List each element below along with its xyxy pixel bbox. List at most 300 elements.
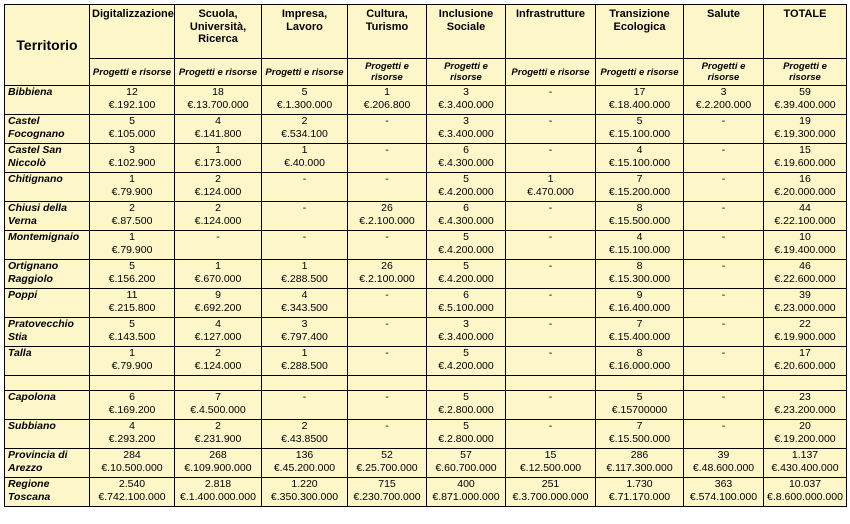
project-count: 22 (799, 318, 811, 330)
pnrr-projects-table (4, 4, 847, 507)
resource-amount: €.102.900 (108, 156, 156, 169)
table-cell (90, 420, 175, 449)
project-count: 1.220 (291, 478, 318, 490)
project-count: 715 (378, 478, 396, 490)
table-cell (427, 391, 506, 420)
table-cell (90, 115, 175, 144)
project-count: 6 (463, 202, 469, 214)
table-cell (262, 202, 348, 231)
project-count: 2 (129, 202, 135, 214)
project-count: 6 (463, 289, 469, 301)
table-cell (506, 376, 596, 391)
project-count: 57 (460, 449, 472, 461)
table-cell (427, 347, 506, 376)
table-cell (506, 260, 596, 289)
resource-amount: €.15.200.000 (608, 185, 671, 198)
project-count: - (721, 115, 726, 127)
table-cell (596, 144, 684, 173)
resource-amount: €.4.200.000 (438, 243, 494, 256)
resource-amount: €.87.500 (111, 214, 153, 227)
resource-amount: €.231.900 (194, 432, 242, 445)
resource-amount: €.117.300.000 (606, 461, 673, 474)
table-cell (175, 144, 262, 173)
table-row (5, 478, 847, 507)
table-cell (764, 231, 847, 260)
project-count: 10 (799, 231, 811, 243)
table-cell (764, 347, 847, 376)
table-cell (506, 449, 596, 478)
table-cell (684, 347, 764, 376)
table-cell (175, 86, 262, 115)
table-cell (684, 202, 764, 231)
project-count: 12 (126, 86, 138, 98)
table-cell (684, 318, 764, 347)
subheader: Progetti e risorse (506, 59, 596, 86)
resource-amount: €.23.000.000 (774, 301, 836, 314)
table-cell (596, 347, 684, 376)
project-count: 4 (636, 231, 643, 243)
project-count: 2 (215, 173, 221, 185)
resource-amount: €.19.900.000 (774, 330, 836, 343)
table-row (5, 115, 847, 144)
project-count: 5 (463, 347, 469, 359)
resource-amount: €.109.900.000 (184, 461, 252, 474)
project-count: - (385, 318, 389, 330)
table-cell (427, 144, 506, 173)
project-count: - (548, 86, 553, 98)
table-row (5, 318, 847, 347)
subheader-row (5, 59, 847, 86)
table-cell (175, 391, 262, 420)
table-cell (596, 376, 684, 391)
table-cell (175, 289, 262, 318)
table-cell (90, 86, 175, 115)
table-cell (684, 173, 764, 202)
project-count: - (302, 173, 307, 185)
territory-name: Provincia di Arezzo (5, 449, 90, 478)
table-cell (684, 115, 764, 144)
project-count: 268 (209, 449, 227, 461)
project-count: - (548, 231, 553, 243)
table-cell (684, 260, 764, 289)
table-cell (427, 449, 506, 478)
resource-amount: €.15.300.000 (608, 272, 671, 285)
resource-amount: €.4.200.000 (438, 185, 494, 198)
project-count: 19 (799, 115, 811, 127)
table-cell (175, 420, 262, 449)
project-count: 39 (799, 289, 811, 301)
resource-amount: €.141.800 (194, 127, 242, 140)
subheader: Progetti e risorse (348, 59, 427, 86)
table-cell (90, 318, 175, 347)
project-count: - (721, 318, 726, 330)
resource-amount: €.3.400.000 (438, 330, 494, 343)
resource-amount: €.288.500 (281, 272, 328, 285)
resource-amount: €.15.100.000 (608, 243, 671, 256)
territory-name: Capolona (5, 391, 90, 420)
resource-amount: €.4.300.000 (438, 214, 494, 227)
table-cell (348, 202, 427, 231)
table-cell (596, 86, 684, 115)
table-cell (90, 202, 175, 231)
table-cell (506, 318, 596, 347)
resource-amount: €.288.500 (281, 359, 328, 372)
col-header: Inclusione Sociale (427, 5, 506, 59)
resource-amount: €.1.300.000 (276, 98, 333, 111)
table-cell (90, 449, 175, 478)
table-row (5, 376, 847, 391)
project-count: 18 (212, 86, 224, 98)
table-cell (764, 478, 847, 507)
table-cell (506, 115, 596, 144)
project-count: 7 (215, 391, 221, 403)
resource-amount: €.350.300.000 (270, 490, 339, 503)
table-cell (427, 115, 506, 144)
territory-name: Bibbiena (5, 86, 90, 115)
project-count: 1 (129, 173, 135, 185)
project-count: 1 (215, 144, 221, 156)
resource-amount: €.143.500 (108, 330, 156, 343)
table-cell (348, 86, 427, 115)
table-cell (506, 231, 596, 260)
project-count: 5 (129, 260, 135, 272)
subheader: Progetti e risorse (684, 59, 764, 86)
project-count: 1 (301, 347, 308, 359)
table-cell (90, 144, 175, 173)
table-cell (427, 318, 506, 347)
resource-amount: €.4.200.000 (438, 272, 494, 285)
territory-name: Montemignaio (5, 231, 90, 260)
resource-amount: €.16.400.000 (608, 301, 671, 314)
project-count: 52 (381, 449, 393, 461)
resource-amount: €.48.600.000 (692, 461, 755, 474)
project-count: - (548, 420, 553, 432)
resource-amount: €.39.400.000 (774, 98, 836, 111)
territory-name: Castel San Niccolò (5, 144, 90, 173)
header-row (5, 5, 847, 59)
resource-amount: €.2.800.000 (438, 432, 494, 445)
table-cell (175, 115, 262, 144)
resource-amount: €.692.200 (194, 301, 242, 314)
resource-amount: €.797.400 (281, 330, 328, 343)
resource-amount: €.215.800 (108, 301, 156, 314)
col-header: Transizione Ecologica (596, 5, 684, 59)
project-count: 5 (636, 115, 643, 127)
territory-name: Poppi (5, 289, 90, 318)
territory-name (5, 376, 90, 391)
table-row (5, 289, 847, 318)
table-cell (764, 202, 847, 231)
table-cell (506, 478, 596, 507)
project-count: 16 (799, 173, 811, 185)
project-count: 3 (463, 318, 469, 330)
project-count: 15 (799, 144, 811, 156)
project-count: 5 (463, 231, 469, 243)
project-count: 11 (126, 289, 138, 301)
resource-amount: €.23.200.000 (774, 403, 836, 416)
resource-amount: €.670.000 (194, 272, 242, 285)
table-cell (427, 231, 506, 260)
project-count: 5 (636, 391, 643, 403)
project-count: 17 (799, 347, 811, 359)
table-cell (175, 202, 262, 231)
table-cell (596, 391, 684, 420)
territory-name: Chiusi della Verna (5, 202, 90, 231)
resource-amount: €.79.900 (111, 359, 153, 372)
project-count: 8 (636, 260, 643, 272)
table-cell (90, 391, 175, 420)
table-cell (684, 391, 764, 420)
table-cell (262, 391, 348, 420)
project-count: - (721, 391, 726, 403)
resource-amount: €.574.100.000 (689, 490, 758, 503)
table-cell (262, 449, 348, 478)
resource-amount: €.20.000.000 (774, 185, 836, 198)
project-count: 2 (215, 347, 221, 359)
resource-amount: €.15.100.000 (608, 127, 671, 140)
resource-amount: €.3.700.000.000 (512, 490, 589, 503)
resource-amount: €.742.100.000 (98, 490, 166, 503)
resource-amount: €.45.200.000 (273, 461, 336, 474)
table-cell (684, 449, 764, 478)
table-cell (684, 231, 764, 260)
project-count: 1 (547, 173, 554, 185)
project-count: 9 (636, 289, 643, 301)
table-cell (506, 86, 596, 115)
resource-amount: €.22.600.000 (774, 272, 836, 285)
resource-amount: €.19.200.000 (774, 432, 836, 445)
table-cell (596, 202, 684, 231)
project-count: 5 (463, 420, 469, 432)
project-count: 251 (541, 478, 560, 490)
project-count: 4 (129, 420, 135, 432)
subheader: Progetti e risorse (262, 59, 348, 86)
table-cell (175, 173, 262, 202)
table-row (5, 420, 847, 449)
project-count: 15 (544, 449, 557, 461)
project-count: 400 (457, 478, 475, 490)
project-count: 1.730 (626, 478, 653, 490)
project-count: 7 (636, 420, 643, 432)
project-count: - (721, 202, 726, 214)
table-cell (262, 420, 348, 449)
resource-amount: €.2.200.000 (695, 98, 752, 111)
project-count: - (548, 318, 553, 330)
project-count: 8 (636, 347, 643, 359)
project-count: 4 (215, 115, 221, 127)
project-count: 363 (714, 478, 733, 490)
resource-amount: €.12.500.000 (519, 461, 582, 474)
table-cell (506, 144, 596, 173)
table-cell (348, 391, 427, 420)
project-count: 5 (129, 318, 135, 330)
resource-amount: €.2.100.000 (359, 272, 415, 285)
project-count: 4 (301, 289, 308, 301)
table-cell (90, 347, 175, 376)
project-count: - (548, 202, 553, 214)
table-cell (506, 347, 596, 376)
table-cell (348, 231, 427, 260)
table-cell (764, 260, 847, 289)
project-count: 1 (301, 144, 308, 156)
table-cell (90, 173, 175, 202)
resource-amount: €.15700000 (611, 403, 668, 416)
resource-amount: €.124.000 (194, 359, 242, 372)
project-count: - (302, 202, 307, 214)
resource-amount: €.15.500.000 (608, 432, 671, 445)
project-count: 3 (129, 144, 135, 156)
table-cell (764, 449, 847, 478)
table-cell (175, 231, 262, 260)
table-cell (90, 289, 175, 318)
project-count: 26 (381, 260, 393, 272)
table-cell (596, 173, 684, 202)
resource-amount: €.206.800 (363, 98, 411, 111)
col-header: Scuola, Università, Ricerca (175, 5, 262, 59)
resource-amount: €.293.200 (108, 432, 156, 445)
resource-amount: €.79.900 (111, 243, 153, 256)
project-count: 5 (463, 173, 469, 185)
resource-amount: €.4.500.000 (190, 403, 246, 416)
project-count: - (721, 347, 726, 359)
table-cell (684, 289, 764, 318)
table-cell (764, 144, 847, 173)
project-count: 1 (129, 347, 135, 359)
table-cell (348, 347, 427, 376)
table-cell (427, 260, 506, 289)
resource-amount: €.18.400.000 (608, 98, 671, 111)
project-count: 46 (799, 260, 811, 272)
project-count: - (548, 115, 553, 127)
project-count: - (385, 347, 389, 359)
project-count: 2 (301, 115, 308, 127)
project-count: 284 (123, 449, 141, 461)
project-count: - (548, 144, 553, 156)
project-count: 2 (215, 420, 221, 432)
table-cell (506, 202, 596, 231)
project-count: 1 (129, 231, 135, 243)
resource-amount: €.105.000 (108, 127, 156, 140)
table-cell (262, 231, 348, 260)
subheader: Progetti e risorse (764, 59, 847, 86)
table-cell (764, 86, 847, 115)
territory-name: Ortignano Raggiolo (5, 260, 90, 289)
territory-name: Regione Toscana (5, 478, 90, 507)
project-count: 4 (215, 318, 221, 330)
table-cell (684, 478, 764, 507)
project-count: 5 (463, 260, 469, 272)
project-count: - (548, 347, 553, 359)
resource-amount: €.16.000.000 (608, 359, 671, 372)
table-cell (90, 376, 175, 391)
resource-amount: €.3.400.000 (438, 127, 494, 140)
subheader: Progetti e risorse (427, 59, 506, 86)
table-cell (764, 173, 847, 202)
project-count: 23 (799, 391, 811, 403)
project-count: 7 (636, 173, 643, 185)
table-cell (684, 86, 764, 115)
resource-amount: €.169.200 (108, 403, 156, 416)
project-count: - (721, 420, 726, 432)
project-count: 3 (301, 318, 308, 330)
project-count: 4 (636, 144, 643, 156)
project-count: - (721, 144, 726, 156)
table-cell (764, 420, 847, 449)
table-cell (348, 478, 427, 507)
table-row (5, 260, 847, 289)
resource-amount: €.871.000.000 (432, 490, 500, 503)
table-row (5, 449, 847, 478)
resource-amount: €.20.600.000 (774, 359, 836, 372)
table-cell (175, 318, 262, 347)
resource-amount: €.25.700.000 (356, 461, 418, 474)
project-count: 3 (463, 86, 469, 98)
table-cell (427, 420, 506, 449)
project-count: - (385, 391, 389, 403)
resource-amount: €.15.500.000 (608, 214, 671, 227)
resource-amount: €.13.700.000 (187, 98, 249, 111)
project-count: 5 (301, 86, 308, 98)
col-header: TOTALE (764, 5, 847, 59)
table-cell (348, 144, 427, 173)
project-count: 7 (636, 318, 643, 330)
resource-amount: €.173.000 (194, 156, 242, 169)
table-row (5, 391, 847, 420)
resource-amount: €.534.100 (281, 127, 328, 140)
project-count: - (385, 231, 389, 243)
territory-name: Chitignano (5, 173, 90, 202)
project-count: - (385, 173, 389, 185)
table-cell (348, 289, 427, 318)
table-cell (348, 173, 427, 202)
table-cell (764, 115, 847, 144)
table-cell (596, 420, 684, 449)
table-row (5, 347, 847, 376)
project-count: 2 (215, 202, 221, 214)
table-cell (427, 173, 506, 202)
project-count: 1 (215, 260, 221, 272)
territory-name: Pratovecchio Stia (5, 318, 90, 347)
subheader: Progetti e risorse (596, 59, 684, 86)
resource-amount: €.156.200 (108, 272, 156, 285)
table-cell (596, 115, 684, 144)
table-cell (764, 318, 847, 347)
project-count: 44 (799, 202, 811, 214)
resource-amount: €.79.900 (111, 185, 153, 198)
resource-amount: €.43.8500 (281, 432, 328, 445)
table-cell (262, 347, 348, 376)
resource-amount: €.127.000 (194, 330, 242, 343)
project-count: 39 (717, 449, 730, 461)
resource-amount: €.230.700.000 (353, 490, 421, 503)
table-row (5, 202, 847, 231)
project-count: 1 (384, 86, 390, 98)
table-cell (348, 376, 427, 391)
project-count: - (721, 289, 726, 301)
table-cell (764, 376, 847, 391)
resource-amount: €.8.600.000.000 (767, 490, 843, 503)
resource-amount: €.3.400.000 (438, 98, 494, 111)
table-cell (764, 289, 847, 318)
table-cell (506, 173, 596, 202)
resource-amount: €.5.100.000 (438, 301, 494, 314)
project-count: - (302, 231, 307, 243)
project-count: 2 (301, 420, 308, 432)
table-cell (262, 478, 348, 507)
resource-amount: €.2.100.000 (359, 214, 415, 227)
table-cell (596, 289, 684, 318)
table-cell (427, 202, 506, 231)
